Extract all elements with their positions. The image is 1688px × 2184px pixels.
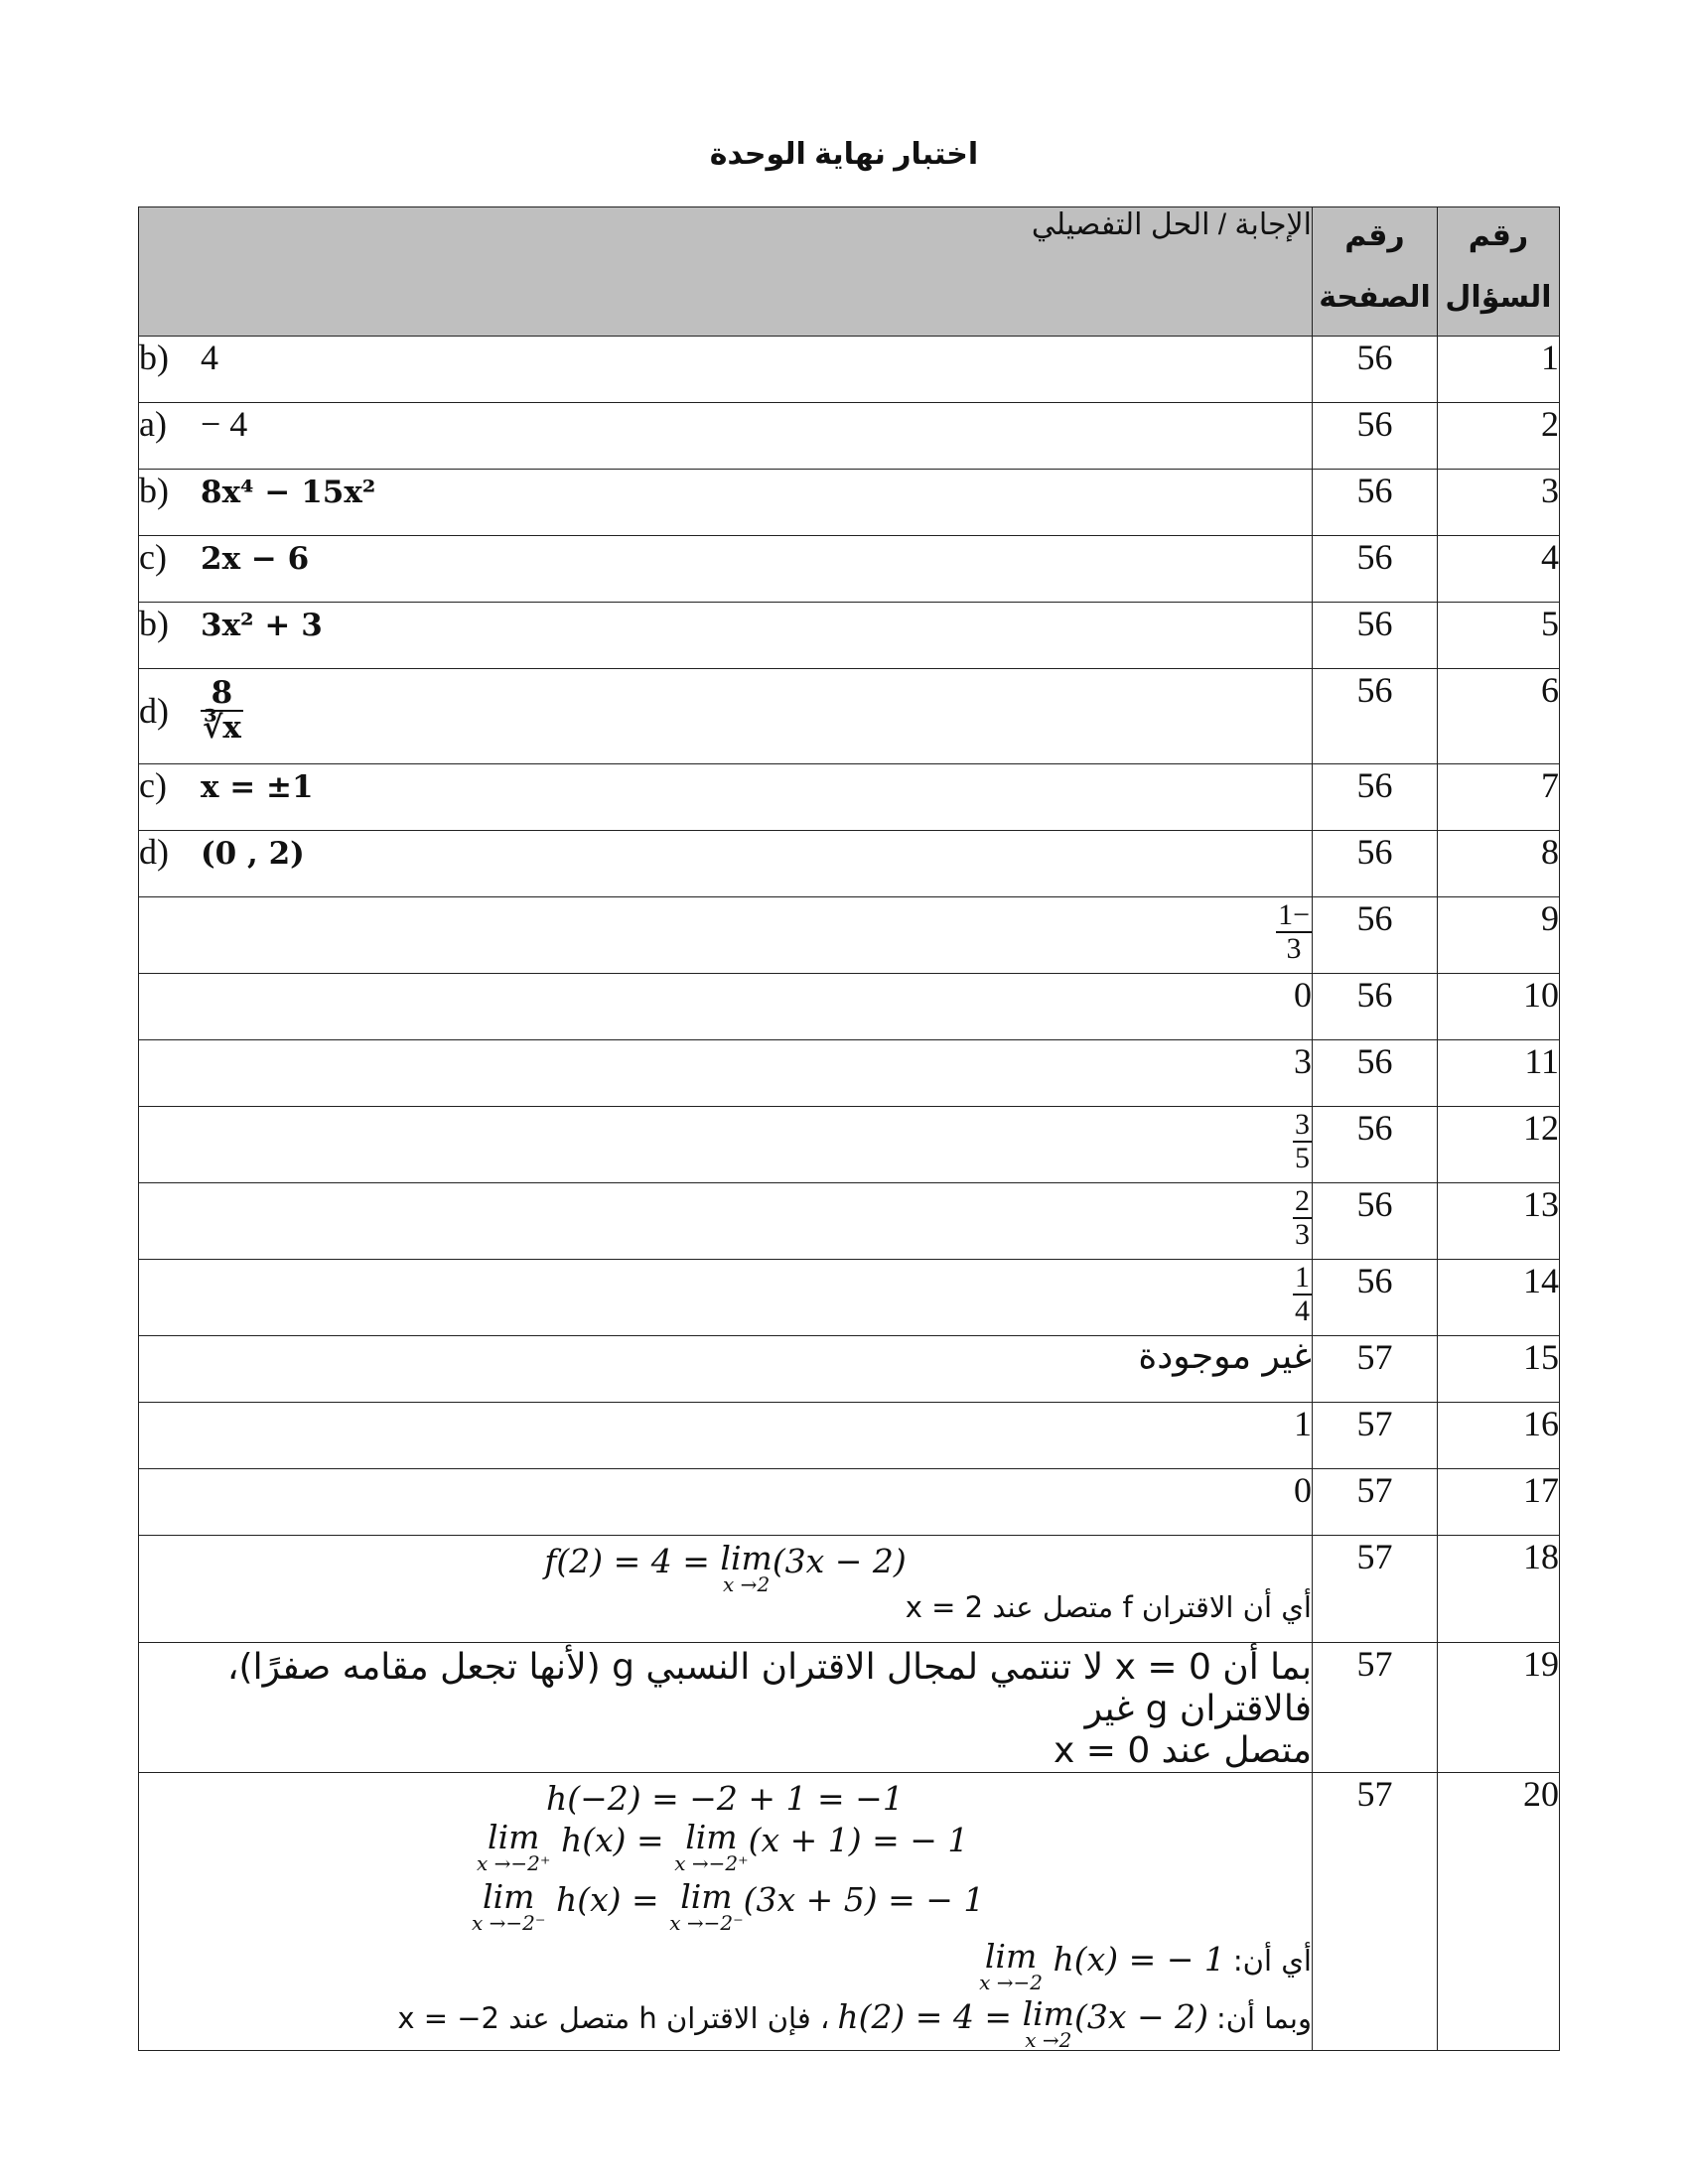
choice-letter: c) bbox=[139, 765, 167, 805]
table-row bbox=[139, 1336, 1560, 1403]
fraction-denominator: 4 bbox=[1295, 1294, 1310, 1327]
answer-cell bbox=[139, 1260, 1313, 1336]
choice-letter: a) bbox=[139, 404, 167, 444]
answer-cell bbox=[139, 897, 1313, 974]
answer-expr: − 4 bbox=[201, 404, 248, 444]
header-row bbox=[139, 207, 1560, 337]
question-number: 20 bbox=[1438, 1773, 1560, 2051]
page-number: 56 bbox=[1313, 974, 1438, 1040]
question-number: 5 bbox=[1438, 603, 1560, 669]
question-number: 7 bbox=[1438, 764, 1560, 831]
answer-cell: 3 bbox=[139, 1040, 1313, 1107]
limit-subscript: x →2 bbox=[723, 1572, 771, 1596]
equation-left: f(2) = 4 = bbox=[544, 1542, 721, 1580]
answer-expr: (0 , 2) bbox=[201, 836, 305, 872]
header-page bbox=[1313, 207, 1438, 337]
page-number: 57 bbox=[1313, 1536, 1438, 1643]
answer-cell bbox=[139, 1536, 1313, 1643]
question-number: 2 bbox=[1438, 403, 1560, 470]
table-row bbox=[139, 764, 1560, 831]
question-number: 11 bbox=[1438, 1040, 1560, 1107]
table-row bbox=[139, 1403, 1560, 1469]
header-question bbox=[1438, 207, 1560, 337]
table-row bbox=[139, 470, 1560, 536]
page-number: 56 bbox=[1313, 403, 1438, 470]
equation-right: h(x) = − 1 bbox=[1053, 1940, 1225, 1979]
table-row bbox=[139, 1469, 1560, 1536]
fraction bbox=[1276, 899, 1312, 964]
question-number: 19 bbox=[1438, 1643, 1560, 1773]
table-row bbox=[139, 669, 1560, 764]
fraction bbox=[201, 677, 243, 744]
page-number: 57 bbox=[1313, 1773, 1438, 2051]
page-number: 56 bbox=[1313, 1260, 1438, 1336]
header-question-line1: رقم bbox=[1468, 219, 1529, 252]
table-row bbox=[139, 831, 1560, 897]
limit-subscript: x →−2⁻ bbox=[669, 1911, 744, 1935]
header-question-line2: السؤال bbox=[1445, 281, 1552, 314]
page-number: 56 bbox=[1313, 603, 1438, 669]
equation-middle: h(x) = bbox=[555, 1880, 670, 1919]
equation-right: (3x + 5) = − 1 bbox=[743, 1880, 985, 1919]
page-number: 56 bbox=[1313, 831, 1438, 897]
answer-cell bbox=[139, 764, 1313, 831]
limit-label: lim bbox=[483, 1877, 535, 1916]
equation-left: h(2) = 4 = bbox=[837, 1997, 1023, 2036]
page-number: 57 bbox=[1313, 1469, 1438, 1536]
table-row bbox=[139, 536, 1560, 603]
answer-cell: 0 bbox=[139, 974, 1313, 1040]
fraction-denominator: ∛x bbox=[203, 709, 241, 746]
table-row bbox=[139, 337, 1560, 403]
limit-operator bbox=[979, 1937, 1043, 1994]
page-number: 57 bbox=[1313, 1643, 1438, 1773]
limit-subscript: x →−2 bbox=[979, 1971, 1043, 1994]
answer-cell bbox=[139, 337, 1313, 403]
limit-expression bbox=[837, 1994, 1208, 2052]
question-number: 6 bbox=[1438, 669, 1560, 764]
conclusion-prefix: وبما أن: bbox=[1215, 2001, 1312, 2035]
answer-cell: 1 bbox=[139, 1403, 1313, 1469]
page-number: 56 bbox=[1313, 1183, 1438, 1260]
equation-middle: h(x) = bbox=[560, 1821, 675, 1859]
page-number: 56 bbox=[1313, 1040, 1438, 1107]
question-number: 8 bbox=[1438, 831, 1560, 897]
page-number: 56 bbox=[1313, 897, 1438, 974]
fraction-numerator: 8 bbox=[201, 677, 243, 712]
limit-label: lim bbox=[488, 1818, 540, 1856]
choice-letter: b) bbox=[139, 604, 169, 643]
limit-operator bbox=[477, 1818, 551, 1875]
answer-cell: غير موجودة bbox=[139, 1336, 1313, 1403]
choice-letter: b) bbox=[139, 338, 169, 377]
fraction-denominator: 3 bbox=[1295, 1217, 1310, 1251]
page-number: 56 bbox=[1313, 470, 1438, 536]
answer-cell bbox=[139, 1643, 1313, 1773]
question-number: 10 bbox=[1438, 974, 1560, 1040]
question-number: 1 bbox=[1438, 337, 1560, 403]
question-number: 9 bbox=[1438, 897, 1560, 974]
limit-operator bbox=[472, 1877, 546, 1935]
answer-cell bbox=[139, 603, 1313, 669]
question-number: 13 bbox=[1438, 1183, 1560, 1260]
limit-subscript: x →−2⁻ bbox=[472, 1911, 546, 1935]
choice-letter: d) bbox=[139, 690, 169, 731]
page-number: 57 bbox=[1313, 1403, 1438, 1469]
page-number: 56 bbox=[1313, 669, 1438, 764]
table-row bbox=[139, 1040, 1560, 1107]
header-page-line1: رقم bbox=[1344, 219, 1405, 252]
answer-cell bbox=[139, 831, 1313, 897]
left-limit-line bbox=[139, 1877, 1312, 1940]
question-number: 16 bbox=[1438, 1403, 1560, 1469]
table-row bbox=[139, 1643, 1560, 1773]
page-number: 56 bbox=[1313, 337, 1438, 403]
answer-cell bbox=[139, 669, 1313, 764]
equation-right: (3x − 2) bbox=[1073, 1997, 1208, 2036]
h-value-line: h(−2) = −2 + 1 = −1 bbox=[546, 1779, 904, 1818]
table-row bbox=[139, 1260, 1560, 1336]
table-row bbox=[139, 897, 1560, 974]
answer-expr: 4 bbox=[201, 338, 218, 377]
header-answer: الإجابة / الحل التفصيلي bbox=[139, 207, 1313, 337]
page-number: 56 bbox=[1313, 1107, 1438, 1183]
table-row bbox=[139, 603, 1560, 669]
choice-letter: c) bbox=[139, 537, 167, 577]
header-page-line2: الصفحة bbox=[1319, 281, 1431, 314]
fraction bbox=[1293, 1109, 1312, 1173]
choice-letter: b) bbox=[139, 471, 169, 510]
fraction-denominator: 5 bbox=[1295, 1141, 1310, 1174]
answer-cell: 0 bbox=[139, 1469, 1313, 1536]
question-number: 14 bbox=[1438, 1260, 1560, 1336]
answer-expr: 2x − 6 bbox=[201, 541, 310, 577]
table-row bbox=[139, 1773, 1560, 2051]
table-row bbox=[139, 974, 1560, 1040]
limit-conclusion-line bbox=[139, 1937, 1312, 1997]
fraction-numerator: 2 bbox=[1295, 1184, 1310, 1217]
page-number: 56 bbox=[1313, 764, 1438, 831]
limit-expression bbox=[979, 1937, 1225, 1994]
answer-cell bbox=[139, 403, 1313, 470]
answer-cell bbox=[139, 1183, 1313, 1260]
limit-subscript: x →−2⁺ bbox=[674, 1851, 749, 1875]
question-number: 3 bbox=[1438, 470, 1560, 536]
fraction-numerator: 1 bbox=[1295, 1261, 1310, 1294]
answer-expr: 3x² + 3 bbox=[201, 608, 323, 643]
question-number: 18 bbox=[1438, 1536, 1560, 1643]
question-number: 12 bbox=[1438, 1107, 1560, 1183]
equation-right: (x + 1) = − 1 bbox=[748, 1821, 969, 1859]
answer-expr: x = ±1 bbox=[201, 769, 314, 805]
page-title: اختبار نهاية الوحدة bbox=[709, 138, 979, 171]
table-row bbox=[139, 403, 1560, 470]
question-number: 17 bbox=[1438, 1469, 1560, 1536]
answer-expr: 8x⁴ − 15x² bbox=[201, 475, 376, 510]
table-row bbox=[139, 1536, 1560, 1643]
fraction bbox=[1293, 1262, 1312, 1326]
answer-key-table bbox=[138, 206, 1560, 2051]
limit-operator bbox=[674, 1818, 749, 1875]
limit-operator bbox=[669, 1877, 744, 1935]
conclusion-text: أي أن الاقتران f متصل عند x = 2 bbox=[905, 1590, 1312, 1624]
explanation-line-1: بما أن x = 0 لا تنتمي لمجال الاقتران النسبي g (لأنها تجعل مقامه صفرًا)، فالاقتران g غير bbox=[226, 1647, 1312, 1729]
right-limit-line bbox=[139, 1818, 1312, 1880]
table-row bbox=[139, 1183, 1560, 1260]
equation-right: (3x − 2) bbox=[772, 1542, 907, 1580]
conclusion-prefix: أي أن: bbox=[1232, 1944, 1312, 1978]
question-number: 15 bbox=[1438, 1336, 1560, 1403]
limit-operator bbox=[1022, 1994, 1074, 2052]
fraction-numerator: −1 bbox=[1278, 898, 1310, 931]
final-conclusion-line bbox=[139, 1994, 1312, 2052]
limit-subscript: x →2 bbox=[1025, 2028, 1072, 2052]
fraction-denominator: 3 bbox=[1286, 931, 1302, 965]
fraction-numerator: 3 bbox=[1295, 1108, 1310, 1141]
limit-subscript: x →−2⁺ bbox=[477, 1851, 551, 1875]
question-number: 4 bbox=[1438, 536, 1560, 603]
choice-letter: d) bbox=[139, 832, 169, 872]
conclusion-suffix: ، فإن الاقتران h متصل عند x = −2 bbox=[397, 2001, 830, 2035]
continuity-equation bbox=[139, 1539, 1312, 1596]
limit-label: lim bbox=[984, 1937, 1038, 1976]
limit-label: lim bbox=[1022, 1994, 1074, 2033]
answer-cell bbox=[139, 536, 1313, 603]
table-row bbox=[139, 1107, 1560, 1183]
page-number: 56 bbox=[1313, 536, 1438, 603]
limit-operator bbox=[720, 1539, 773, 1596]
explanation-line-2: متصل عند x = 0 bbox=[1053, 1730, 1312, 1771]
answer-cell bbox=[139, 1773, 1313, 2051]
answer-cell bbox=[139, 1107, 1313, 1183]
page-number: 57 bbox=[1313, 1336, 1438, 1403]
fraction bbox=[1293, 1185, 1312, 1250]
answer-cell bbox=[139, 470, 1313, 536]
limit-label: lim bbox=[720, 1539, 773, 1577]
limit-label: lim bbox=[680, 1877, 733, 1916]
limit-label: lim bbox=[685, 1818, 738, 1856]
